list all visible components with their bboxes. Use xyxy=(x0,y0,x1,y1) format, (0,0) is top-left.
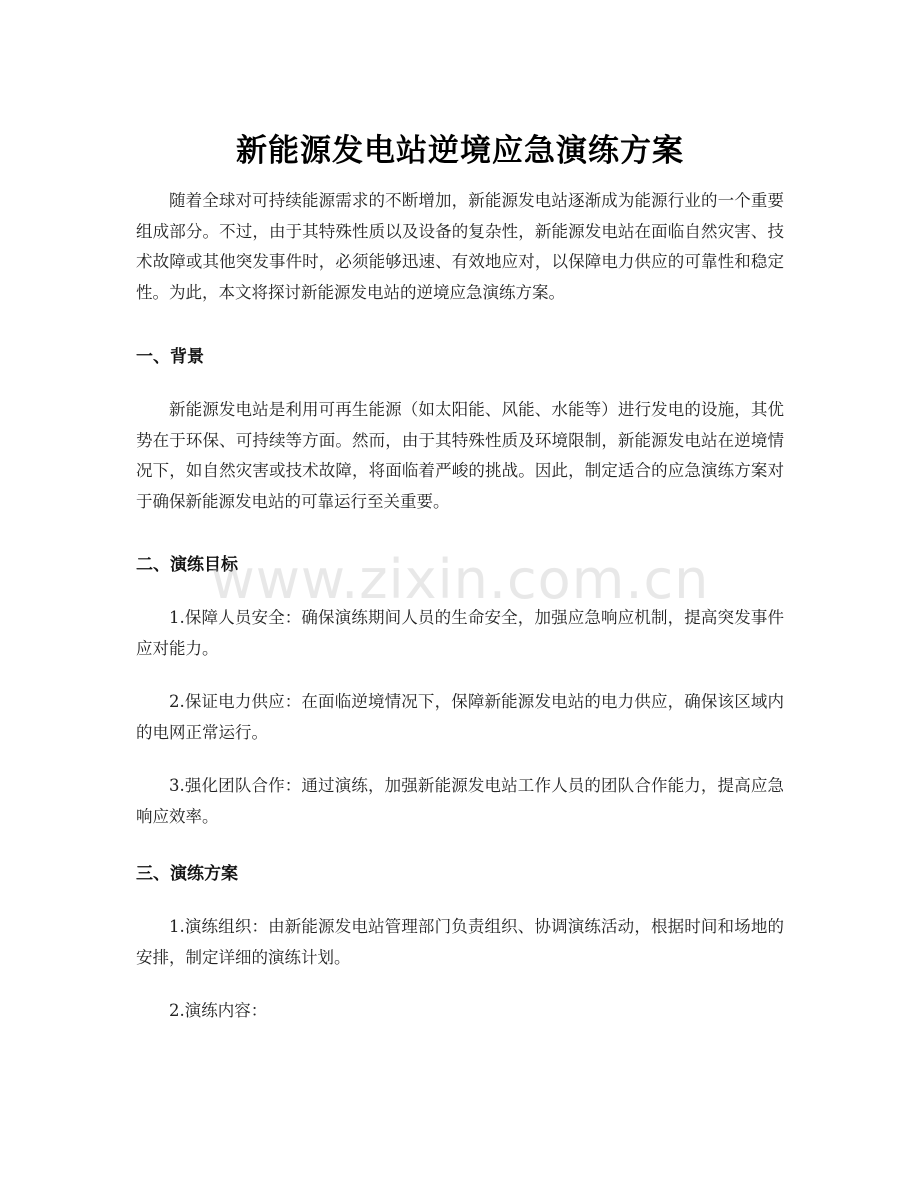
document-title: 新能源发电站逆境应急演练方案 xyxy=(236,132,684,169)
watermark: www.zixin.com.cn xyxy=(210,548,710,611)
section-heading-goals: 二、演练目标 xyxy=(136,555,238,575)
intro-paragraph: 随着全球对可持续能源需求的不断增加，新能源发电站逐渐成为能源行业的一个重要组成部分。不过，由于其特殊性质以及设备的复杂性，新能源发电站在面临自然灾害、技术故障或其他突发事件时，必须能够迅速、有效地应对，以保障电力供应的可靠性和稳定性。为此，本文将探讨新能源发电站的逆境应急演练方案。 xyxy=(136,191,784,302)
plan-item-2: 2.演练内容： xyxy=(169,1001,268,1020)
plan-item-1: 1.演练组织：由新能源发电站管理部门负责组织、协调演练活动，根据时间和场地的安排，制定详细的演练计划。 xyxy=(136,917,784,967)
goal-item-1: 1.保障人员安全：确保演练期间人员的生命安全，加强应急响应机制，提高突发事件应对能力。 xyxy=(136,608,784,658)
section-heading-plan: 三、演练方案 xyxy=(136,864,238,884)
goal-item-2: 2.保证电力供应：在面临逆境情况下，保障新能源发电站的电力供应，确保该区域内的电网正常运行。 xyxy=(136,692,784,742)
background-paragraph: 新能源发电站是利用可再生能源（如太阳能、风能、水能等）进行发电的设施，其优势在于环保、可持续等方面。然而，由于其特殊性质及环境限制，新能源发电站在逆境情况下，如自然灾害或技术故障，将面临着严峻的挑战。因此，制定适合的应急演练方案对于确保新能源发电站的可靠运行至关重要。 xyxy=(136,400,784,511)
goal-item-3: 3.强化团队合作：通过演练，加强新能源发电站工作人员的团队合作能力，提高应急响应效率。 xyxy=(136,776,784,826)
section-heading-background: 一、背景 xyxy=(136,347,204,367)
